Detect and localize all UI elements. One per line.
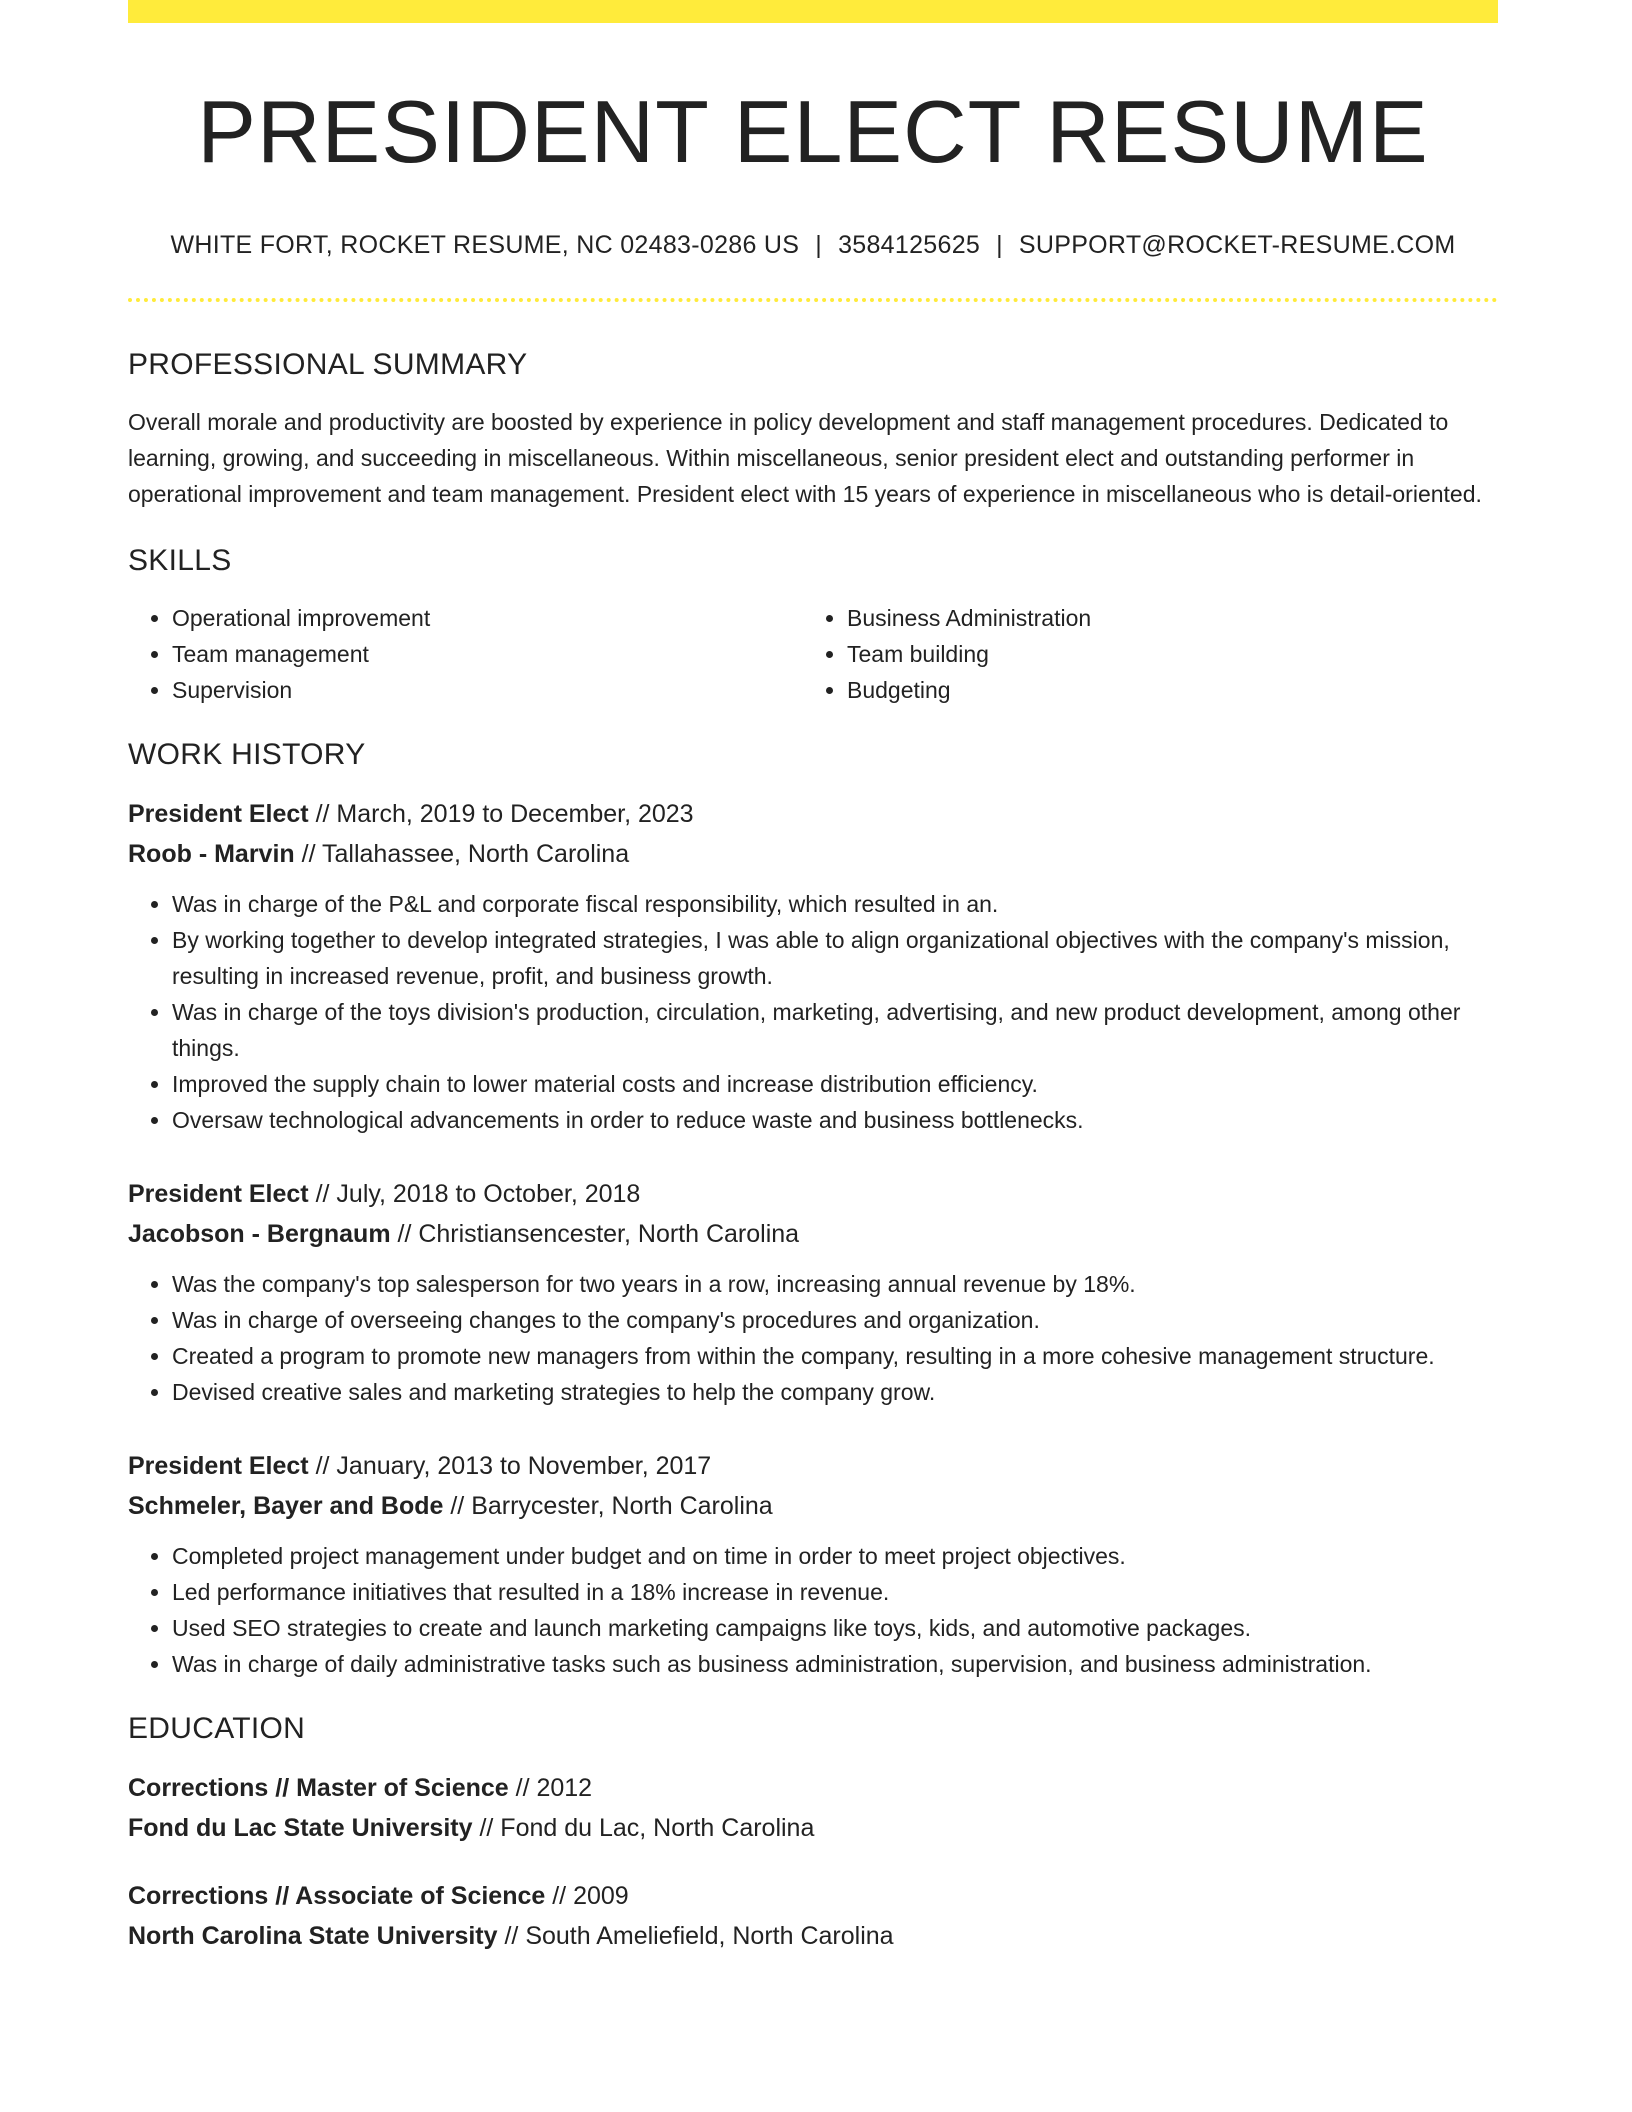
job-dates: // July, 2018 to October, 2018 [308, 1179, 641, 1208]
job-bullets [128, 1538, 1498, 1682]
education-degree-line [128, 1876, 1498, 1916]
education-school: North Carolina State University [128, 1921, 498, 1950]
education-degree-line [128, 1768, 1498, 1808]
work-history-heading: WORK HISTORY [128, 737, 366, 771]
contact-separator: | [996, 230, 1003, 259]
job-location: // Christiansencester, North Carolina [390, 1219, 800, 1248]
accent-top-bar [128, 0, 1498, 23]
job-entry [128, 1174, 1498, 1410]
job-dates: // March, 2019 to December, 2023 [308, 799, 694, 828]
resume-name: PRESIDENT ELECT RESUME [197, 82, 1429, 181]
job-title: President Elect [128, 799, 309, 828]
summary-text: Overall morale and productivity are boosted by experience in policy development and staff management procedures. Dedicated to learning, growing, and succeeding in miscellaneous. Within miscellaneous, senior president elect and outstanding performer in operational improvement and team management. President elect with 15 years of experience in miscellaneous who is detail-oriented. [128, 408, 1482, 507]
education-degree: Corrections // Associate of Science [128, 1881, 546, 1910]
resume-content [128, 23, 1498, 1956]
contact-separator: | [815, 230, 823, 259]
job-bullet: • Created a program to promote new managers from within the company, resulting in a more cohesive management structure. [172, 1338, 1498, 1374]
education-year: // 2012 [508, 1773, 593, 1802]
job-company: Schmeler, Bayer and Bode [128, 1491, 444, 1520]
education-school: Fond du Lac State University [128, 1813, 473, 1842]
education-degree: Corrections // Master of Science [128, 1773, 509, 1802]
skill-item: • Team building [847, 636, 1478, 672]
skill-item: • Business Administration [847, 600, 1478, 636]
job-bullet: • Improved the supply chain to lower material costs and increase distribution efficiency. [172, 1066, 1498, 1102]
job-bullet: • Was the company's top salesperson for two years in a row, increasing annual revenue by 18%. [172, 1266, 1498, 1302]
education-entry [128, 1768, 1498, 1848]
education-heading: EDUCATION [128, 1711, 306, 1745]
job-bullet: • Was in charge of daily administrative tasks such as business administration, supervision, and business administration. [172, 1646, 1498, 1682]
education-school-line [128, 1808, 1498, 1848]
education-year: // 2009 [545, 1881, 629, 1910]
skill-item: • Budgeting [847, 672, 1478, 708]
dotted-divider [128, 298, 1498, 302]
job-location: // Barrycester, North Carolina [443, 1491, 773, 1520]
skills-column-left [128, 600, 803, 708]
job-company: Roob - Marvin [128, 839, 295, 868]
job-role-line [128, 1446, 1498, 1486]
job-bullet: • By working together to develop integrated strategies, I was able to align organizational objectives with the company's mission, resulting in increased revenue, profit, and business growth. [172, 922, 1498, 994]
skills-list [128, 600, 1498, 708]
skill-item: • Supervision [172, 672, 803, 708]
job-role-line [128, 1174, 1498, 1214]
job-title: President Elect [128, 1179, 309, 1208]
education-location: // South Ameliefield, North Carolina [497, 1921, 894, 1950]
contact-line [128, 231, 1498, 260]
contact-phone: 3584125625 [838, 230, 981, 259]
job-bullet: • Devised creative sales and marketing strategies to help the company grow. [172, 1374, 1498, 1410]
job-bullet: • Oversaw technological advancements in order to reduce waste and business bottlenecks. [172, 1102, 1498, 1138]
job-role-line [128, 794, 1498, 834]
education-entry [128, 1876, 1498, 1956]
job-bullets [128, 1266, 1498, 1410]
job-bullet: • Was in charge of overseeing changes to the company's procedures and organization. [172, 1302, 1498, 1338]
job-bullet: • Led performance initiatives that resulted in a 18% increase in revenue. [172, 1574, 1498, 1610]
skill-item: • Team management [172, 636, 803, 672]
job-bullet: • Used SEO strategies to create and launch marketing campaigns like toys, kids, and automotive packages. [172, 1610, 1498, 1646]
job-entry [128, 794, 1498, 1138]
job-location: // Tallahassee, North Carolina [294, 839, 630, 868]
contact-address: WHITE FORT, ROCKET RESUME, NC 02483-0286 US [170, 230, 800, 259]
skills-column-right [803, 600, 1478, 708]
job-entry [128, 1446, 1498, 1682]
summary-heading: PROFESSIONAL SUMMARY [128, 347, 528, 381]
skill-item: • Operational improvement [172, 600, 803, 636]
job-company: Jacobson - Bergnaum [128, 1219, 391, 1248]
job-company-line [128, 1486, 1498, 1526]
skills-heading: SKILLS [128, 543, 232, 577]
contact-email: SUPPORT@ROCKET-RESUME.COM [1018, 230, 1456, 259]
job-title: President Elect [128, 1451, 309, 1480]
job-bullet: • Was in charge of the P&L and corporate fiscal responsibility, which resulted in an. [172, 886, 1498, 922]
job-company-line [128, 834, 1498, 874]
job-company-line [128, 1214, 1498, 1254]
job-bullet: • Completed project management under budget and on time in order to meet project objectives. [172, 1538, 1498, 1574]
job-dates: // January, 2013 to November, 2017 [308, 1451, 712, 1480]
job-bullets [128, 886, 1498, 1138]
education-location: // Fond du Lac, North Carolina [472, 1813, 815, 1842]
job-bullet: • Was in charge of the toys division's production, circulation, marketing, advertising, and new product development, among other things. [172, 994, 1498, 1066]
education-school-line [128, 1916, 1498, 1956]
